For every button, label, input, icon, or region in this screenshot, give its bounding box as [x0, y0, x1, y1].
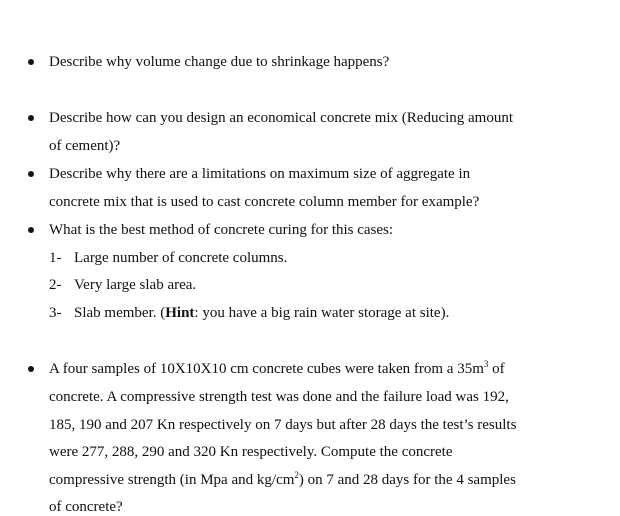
question-2-line-2: of cement)?: [49, 138, 121, 154]
list-item-number: 1-: [49, 250, 62, 266]
bullet-q2: [28, 115, 34, 121]
question-4-line-1: What is the best method of concrete curing for this cases:: [49, 222, 394, 238]
hint-label: Hint: [165, 305, 195, 321]
question-1-line-1: Describe why volume change due to shrinkage happens?: [49, 54, 390, 70]
question-5-line-2: concrete. A compressive strength test was done and the failure load was 192,: [49, 389, 509, 405]
q5-line5-superscript: 2: [294, 470, 299, 480]
bullet-q3: [28, 171, 34, 177]
list-item-text: Large number of concrete columns.: [74, 250, 288, 266]
question-5-line-1: [49, 360, 505, 378]
question-3-line-1: Describe why there are a limitations on maximum size of aggregate in: [49, 166, 471, 182]
q5-line1-text: A four samples of 10X10X10 cm concrete cubes were taken from a 35m: [49, 361, 484, 377]
list-item-text-pre: Slab member. (: [74, 305, 166, 321]
list-item-number: 2-: [49, 277, 62, 293]
question-5-line-4: were 277, 288, 290 and 320 Kn respectively. Compute the concrete: [49, 444, 453, 460]
question-2-line-1: Describe how can you design an economical concrete mix (Reducing amount: [49, 110, 514, 126]
q5-line1-superscript: 3: [483, 359, 489, 369]
bullet-q5: [28, 366, 34, 372]
q5-line5-tail: ) on 7 and 28 days for the 4 samples: [298, 472, 516, 488]
question-5-line-3: 185, 190 and 207 Kn respectively on 7 days but after 28 days the test’s results: [49, 417, 517, 433]
bullet-q4: [28, 227, 34, 233]
question-5-line-6: of concrete?: [49, 499, 123, 515]
list-item-text: [74, 304, 449, 322]
bullet-q1: [28, 59, 34, 65]
q5-line5-text: compressive strength (in Mpa and kg/cm: [49, 472, 295, 488]
question-5-line-5: [49, 471, 516, 489]
question-3-line-2: concrete mix that is used to cast concrete column member for example?: [49, 194, 480, 210]
list-item-text-post: : you have a big rain water storage at site).: [194, 305, 450, 321]
list-item-number: 3-: [49, 305, 62, 321]
q5-line1-tail: of: [488, 361, 505, 377]
list-item-text: Very large slab area.: [74, 277, 197, 293]
